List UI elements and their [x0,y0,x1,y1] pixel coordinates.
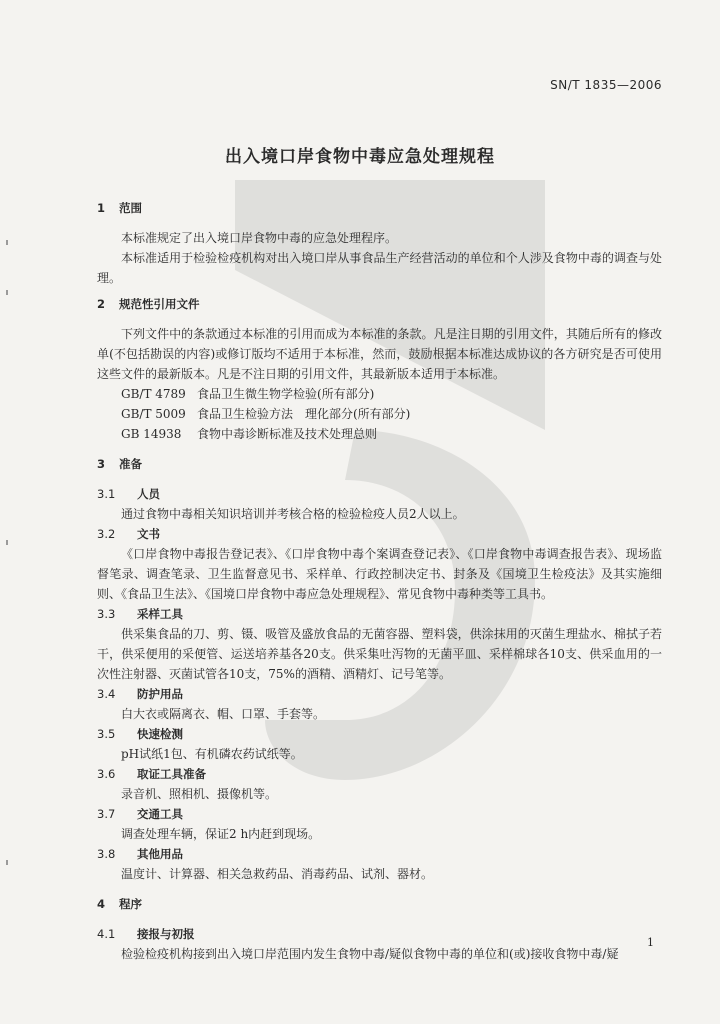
subsection-heading: 3.2 文书 [97,527,160,541]
paragraph: 供采集食品的刀、剪、镊、吸管及盛放食品的无菌容器、塑料袋，供涂抹用的灭菌生理盐水、棉拭子若干，供采便用的采便管、运送培养基各20支。供采集吐泻物的无菌平皿、采样棉球各10支、供采血用的一次性注射器、灭菌试管各10支，75%的酒精、酒精灯、记号笔等。 [97,627,662,681]
standard-code: SN/T 1835—2006 [550,78,662,92]
subsection-heading: 3.3 采样工具 [97,607,183,621]
subsection-heading: 4.1 接报与初报 [97,927,195,941]
section-4-heading: 4 程序 [97,897,142,911]
reference-item: GB/T 5009 食品卫生检验方法 理化部分(所有部分) [121,407,411,421]
paragraph: 《口岸食物中毒报告登记表》、《口岸食物中毒个案调查登记表》、《口岸食物中毒调查报告表》、现场监督笔录、调查笔录、卫生监督意见书、采样单、行政控制决定书、封条及《国境卫生检疫法》及其实施细则、《食品卫生法》、《国境口岸食物中毒应急处理规程》、常见食物中毒种类等工具书。 [97,547,662,601]
scan-margin-mark [6,240,8,245]
section-2-heading: 2 规范性引用文件 [97,297,200,311]
paragraph: 调查处理车辆，保证2 h内赶到现场。 [121,827,321,841]
subsection-heading: 3.4 防护用品 [97,687,183,701]
subsection-heading: 3.8 其他用品 [97,847,183,861]
paragraph: 本标准适用于检验检疫机构对出入境口岸从事食品生产经营活动的单位和个人涉及食物中毒的调查与处理。 [97,251,662,285]
subsection-heading: 3.1 人员 [97,487,160,501]
paragraph: 录音机、照相机、摄像机等。 [121,787,278,801]
subsection-heading: 3.7 交通工具 [97,807,183,821]
reference-item: GB/T 4789 食品卫生微生物学检验(所有部分) [121,387,375,401]
paragraph: 下列文件中的条款通过本标准的引用而成为本标准的条款。凡是注日期的引用文件，其随后所有的修改单(不包括勘误的内容)或修订版均不适用于本标准，然而，鼓励根据本标准达成协议的各方研究是否可使用这些文件的最新版本。凡是不注日期的引用文件，其最新版本适用于本标准。 [97,327,662,381]
paragraph: 本标准规定了出入境口岸食物中毒的应急处理程序。 [121,231,398,245]
subsection-heading: 3.6 取证工具准备 [97,767,206,781]
paragraph: 白大衣或隔离衣、帽、口罩、手套等。 [121,707,326,721]
section-3-heading: 3 准备 [97,457,142,471]
paragraph: 温度计、计算器、相关急救药品、消毒药品、试剂、器材。 [121,867,434,881]
scan-margin-mark [6,540,8,545]
document-body [97,198,662,964]
paragraph: 检验检疫机构接到出入境口岸范围内发生食物中毒/疑似食物中毒的单位和(或)接收食物中毒/疑 [121,947,619,961]
page-number: 1 [647,936,654,949]
paragraph: pH试纸1包、有机磷农药试纸等。 [121,747,303,761]
reference-item: GB 14938 食物中毒诊断标准及技术处理总则 [121,427,378,441]
scan-margin-mark [6,860,8,865]
paragraph: 通过食物中毒相关知识培训并考核合格的检验检疫人员2人以上。 [121,507,465,521]
subsection-heading: 3.5 快速检测 [97,727,183,741]
scan-margin-mark [6,290,8,295]
document-title: 出入境口岸食物中毒应急处理规程 [225,147,495,167]
section-1-heading: 1 范围 [97,201,142,215]
